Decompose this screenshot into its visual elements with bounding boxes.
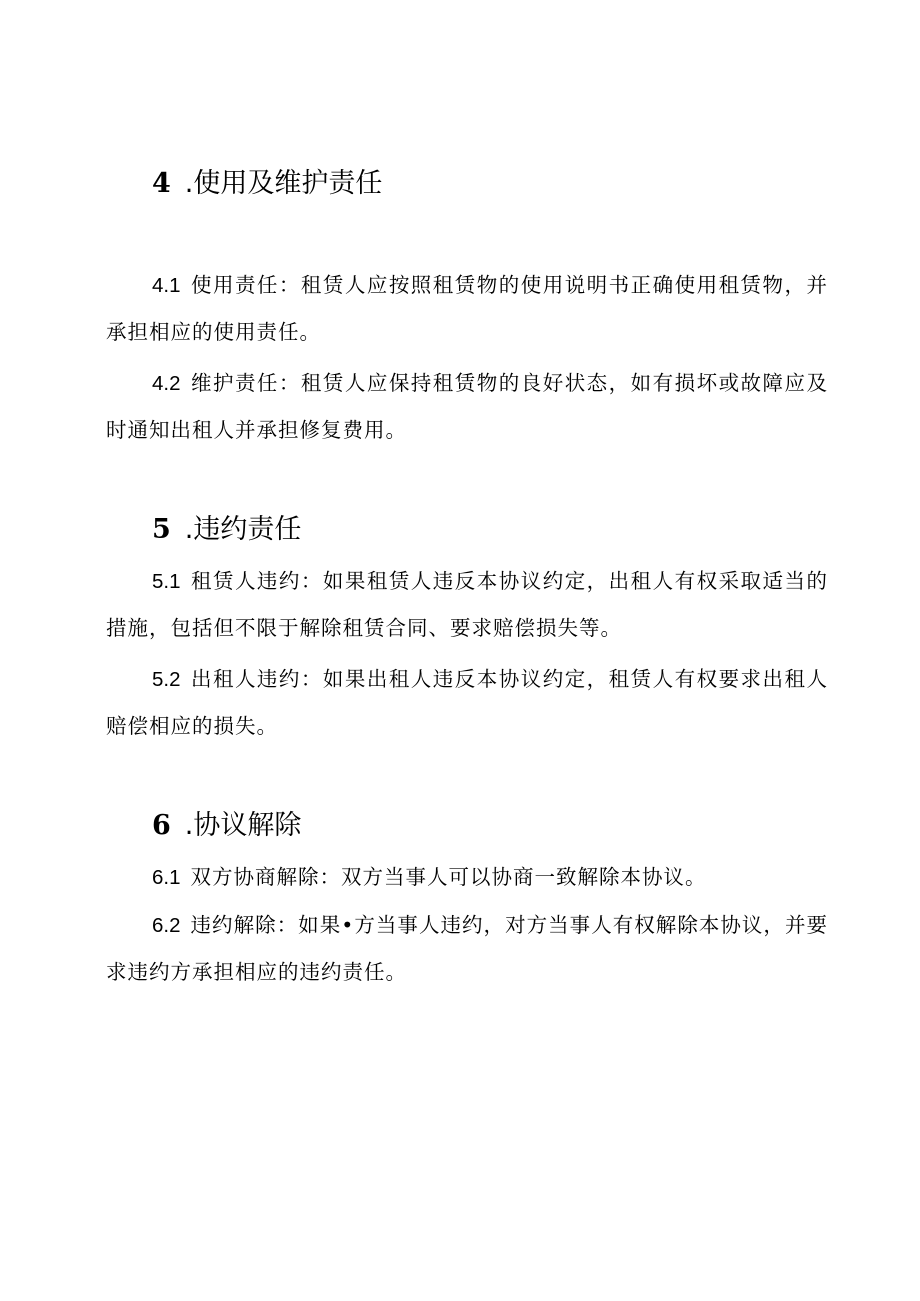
clause-6-1-number: 6.1	[152, 866, 181, 889]
section-4-title: .使用及维护责任	[184, 168, 383, 199]
section-4-number: 4	[152, 168, 171, 199]
section-6-heading	[152, 808, 301, 844]
section-6-number: 6	[152, 810, 171, 841]
section-5-number: 5	[152, 514, 171, 545]
clause-4-1	[106, 262, 828, 356]
clause-6-1-text: 双方协商解除：双方当事人可以协商一致解除本协议。	[190, 865, 707, 889]
clause-6-2-text: 违约解除：如果•方当事人违约，对方当事人有权解除本协议，并要求违约方承担相应的违约责任。	[106, 913, 828, 984]
section-6-title: .协议解除	[184, 810, 302, 841]
section-4-heading	[152, 166, 382, 202]
clause-5-1-text: 租赁人违约：如果租赁人违反本协议约定，出租人有权采取适当的措施，包括但不限于解除租赁合同、要求赔偿损失等。	[106, 569, 828, 640]
section-5-title: .违约责任	[184, 514, 302, 545]
clause-4-1-number: 4.1	[152, 274, 181, 297]
clause-4-1-text: 使用责任：租赁人应按照租赁物的使用说明书正确使用租赁物，并承担相应的使用责任。	[106, 273, 828, 344]
clause-6-1	[106, 854, 828, 901]
clause-5-2-text: 出租人违约：如果出租人违反本协议约定，租赁人有权要求出租人赔偿相应的损失。	[106, 667, 828, 738]
clause-5-2	[106, 656, 828, 750]
clause-5-2-number: 5.2	[152, 668, 181, 691]
clause-5-1	[106, 558, 828, 652]
clause-4-2	[106, 360, 828, 454]
clause-6-2	[106, 902, 828, 996]
clause-4-2-text: 维护责任：租赁人应保持租赁物的良好状态，如有损坏或故障应及时通知出租人并承担修复费用。	[106, 371, 828, 442]
section-5-heading	[152, 512, 301, 548]
clause-6-2-number: 6.2	[152, 914, 181, 937]
clause-4-2-number: 4.2	[152, 372, 181, 395]
clause-5-1-number: 5.1	[152, 570, 181, 593]
